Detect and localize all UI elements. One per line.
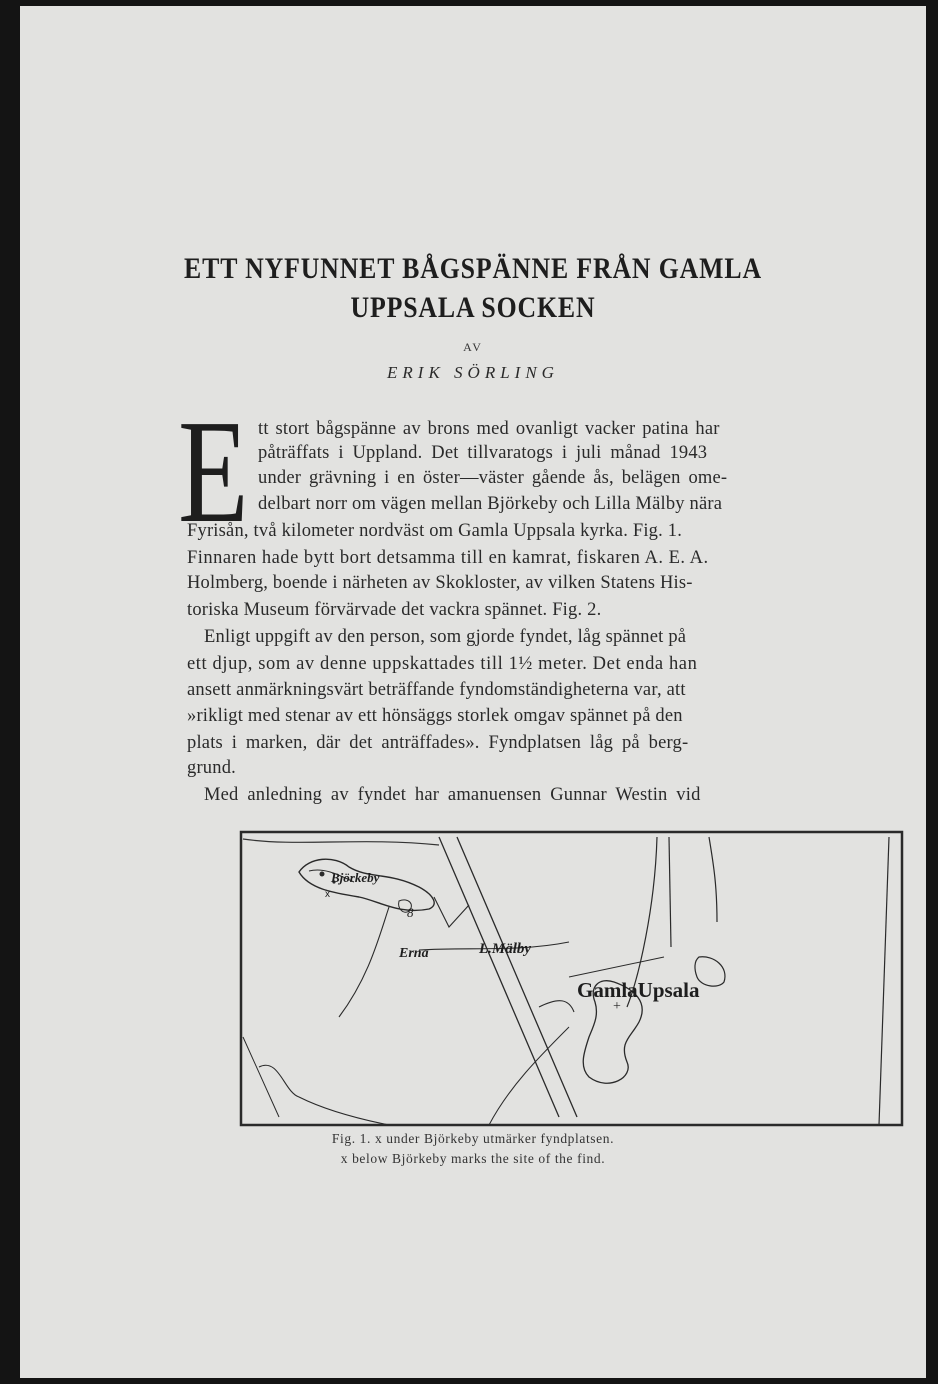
author-name: ERIK SÖRLING <box>387 363 559 382</box>
body-line-4: delbart norr om vägen mellan Björkeby och Lilla Mälby nära <box>258 494 723 514</box>
south-road <box>489 1027 569 1125</box>
south-west-road <box>243 1037 279 1117</box>
railway-line-2 <box>457 837 577 1117</box>
body-line-12: »rikligt med stenar av ett hönsäggs storlek omgav spännet på den <box>187 706 683 726</box>
body-line-7: Holmberg, boende i närheten av Skokloster, av vilken Statens His- <box>187 573 693 593</box>
article-title-line-1: ETT NYFUNNET BÅGSPÄNNE FRÅN GAMLA <box>184 252 762 285</box>
label-number-8: 8 <box>407 905 414 920</box>
north-east-road <box>709 837 717 922</box>
north-road <box>669 837 671 947</box>
body-line-2: påträffats i Uppland. Det tillvaratogs i juli månad 1943 <box>258 443 708 463</box>
drop-cap: E <box>178 390 249 554</box>
crossing-road <box>434 897 469 927</box>
label-gamla-uppsala: GamlaUpsala <box>577 978 700 1002</box>
body-line-3: under grävning i en öster—väster gående ås, belägen ome- <box>258 468 728 488</box>
church-cross: + <box>613 999 621 1014</box>
find-site-dot <box>320 872 325 877</box>
loop-road <box>539 1001 574 1012</box>
article-title-line-2: UPPSALA SOCKEN <box>350 291 596 324</box>
railway-line-1 <box>439 837 559 1117</box>
find-site-marker: x <box>325 889 330 900</box>
figure-caption-swedish: Fig. 1. x under Björkeby utmärker fyndplatsen. <box>331 1131 615 1146</box>
body-line-8: toriska Museum förvärvade det vackra spännet. Fig. 2. <box>187 600 602 620</box>
body-line-1: tt stort bågspänne av brons med ovanligt vacker patina har <box>258 419 720 439</box>
road-segment <box>569 957 664 977</box>
page <box>20 6 926 1378</box>
body-line-15: Med anledning av fyndet har amanuensen Gunnar Westin vid <box>204 785 701 805</box>
western-road <box>339 907 389 1017</box>
east-edge-road <box>879 837 889 1125</box>
body-line-10: ett djup, som av denne uppskattades till 1½ meter. Det enda han <box>187 654 698 674</box>
map-contour-line <box>243 839 439 845</box>
body-line-14: grund. <box>187 758 236 778</box>
body-line-9: Enligt uppgift av den person, som gjorde fyndet, låg spännet på <box>204 627 687 647</box>
figure-caption-english: x below Björkeby marks the site of the find. <box>340 1151 606 1166</box>
label-bjorkeby: Björkeby <box>331 870 380 885</box>
body-line-5: Fyrisån, två kilometer nordväst om Gamla Uppsala kyrka. Fig. 1. <box>187 521 683 541</box>
location-map <box>239 827 904 1127</box>
body-line-6: Finnaren hade bytt bort detsamma till en kamrat, fiskaren A. E. A. <box>187 548 709 568</box>
body-line-13: plats i marken, där det anträffades». Fyndplatsen låg på berg- <box>187 733 689 753</box>
byline-av: AV <box>463 340 483 354</box>
label-erna: Erna <box>399 946 429 961</box>
body-line-11: ansett anmärkningsvärt beträffande fyndomständigheterna var, att <box>187 680 686 700</box>
label-l-malby: L.Mälby <box>479 941 532 957</box>
